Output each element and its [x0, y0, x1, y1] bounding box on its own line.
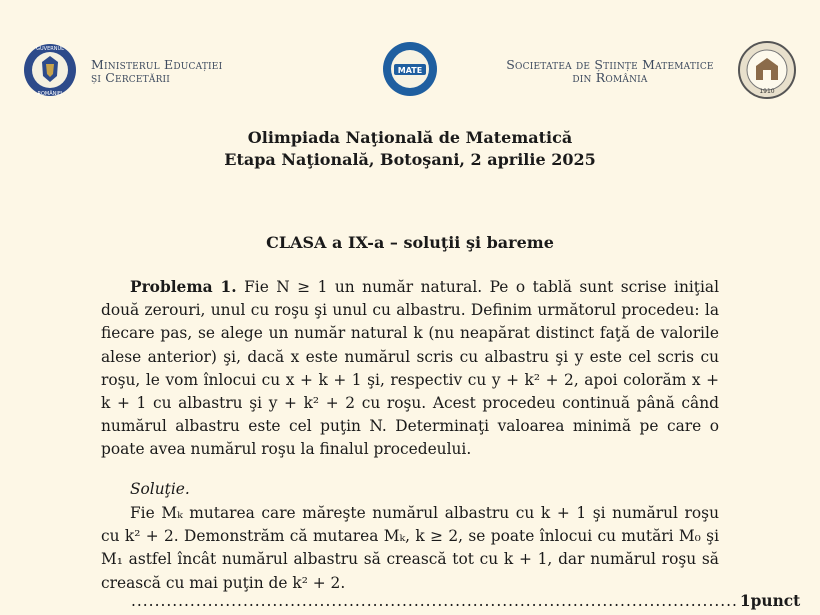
svg-text:1910: 1910: [759, 88, 775, 95]
svg-text:GUVERNUL: GUVERNUL: [36, 46, 64, 52]
competition-title: [0, 127, 820, 171]
class-title: CLASA a IX-a – soluţii şi bareme: [266, 233, 554, 252]
solution-paragraph: Fie Mₖ mutarea care măreşte numărul albastru cu k + 1 şi numărul roşu cu k² + 2. Demonstrăm că mutarea Mₖ, k ≥ 2, se poate înlocui cu mutări M₀ şi M₁ astfel încât numărul albastru să crească tot cu k + 1, dar numărul roşu să crească cu mai puţin de k² + 2.: [101, 504, 719, 592]
dot-leader: .......................................................................................................: [131, 592, 738, 610]
ministry-name: [91, 58, 222, 84]
ministry-line-2: și Cercetării: [91, 70, 171, 85]
title-line-1: Olimpiada Naţională de Matematică: [247, 128, 573, 147]
society-line-1: Societatea de Științe Matematice: [506, 57, 714, 72]
ssmr-seal-logo: [732, 40, 802, 100]
svg-text:ROMÂNIEI: ROMÂNIEI: [37, 91, 63, 97]
solution-label: Soluţie.: [130, 480, 190, 498]
points-line: [131, 592, 801, 610]
page-header: [0, 0, 820, 120]
problem-text: Fie N ≥ 1 un număr natural. Pe o tablă sunt scrise iniţial două zerouri, unul cu roşu şi unul cu albastru. Definim următorul procedeu: la fiecare pas, se alege un număr natural k (nu neapărat distinct faţă de valorile alese anterior) şi, dacă x este numărul scris cu albastru şi y este cel scris cu roşu, le vom înlocui cu x + k + 1 şi, respectiv cu y + k² + 2, apoi colorăm x + k + 1 cu albastru şi y + k² + 2 cu roşu. Acest procedeu continuă până când numărul albastru este cel puţin N. Determinaţi valoarea minimă pe care o poate avea numărul roşu la finalul procedeului.: [101, 278, 720, 459]
ssm-center-logo: [376, 40, 444, 98]
ministry-line-1: Ministerul Educației: [91, 57, 223, 72]
society-line-2: din România: [572, 70, 648, 85]
society-name: [493, 58, 727, 84]
problem-label: Problema 1.: [130, 278, 237, 296]
government-seal-logo: [17, 42, 83, 98]
title-line-2: Etapa Naţională, Botoşani, 2 aprilie 2025: [224, 150, 596, 169]
points-value: 1punct: [739, 592, 801, 610]
svg-text:MATE: MATE: [397, 66, 423, 75]
solution-text: [101, 502, 719, 595]
problem-statement: [101, 276, 719, 462]
